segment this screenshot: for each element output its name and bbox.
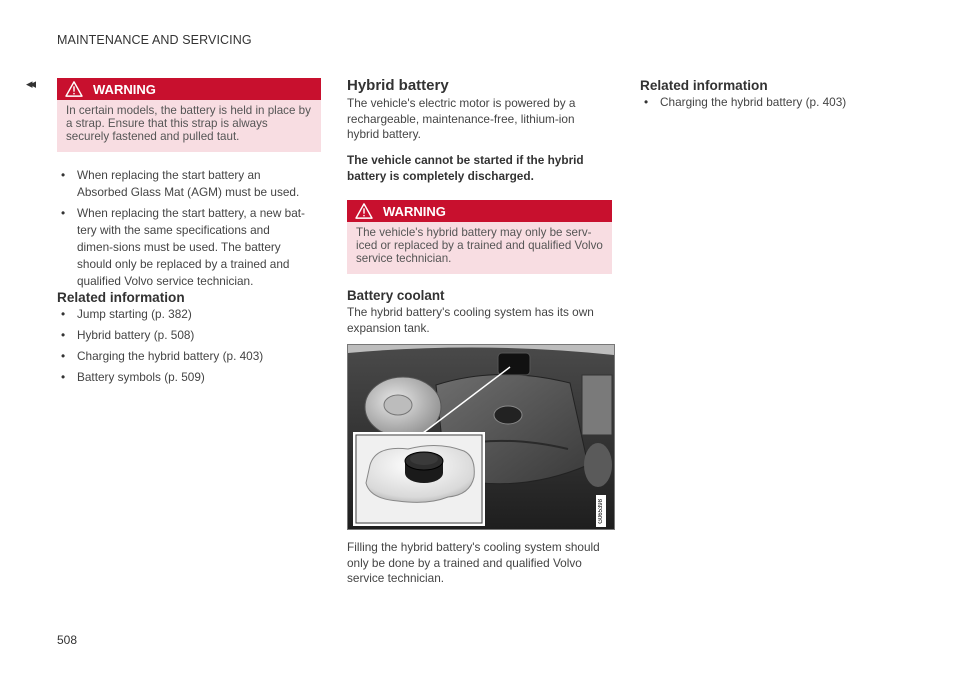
related-links-right xyxy=(640,94,900,115)
back-arrows-icon[interactable]: ◂◂ xyxy=(26,76,34,91)
warning-box-strap xyxy=(57,78,321,152)
bullet-icon: • xyxy=(61,168,66,182)
related-links-left xyxy=(57,306,309,390)
engine-bay-illustration xyxy=(347,344,615,530)
warning-box-hybrid xyxy=(347,200,612,274)
bullet-icon: • xyxy=(61,370,66,384)
intro-paragraph: The vehicle's electric motor is powered by a rechargeable, maintenance-free, lithium-ion hybrid battery. xyxy=(347,96,576,141)
related-info-heading-right: Related information xyxy=(640,78,768,93)
related-link[interactable]: • Hybrid battery (p. 508) xyxy=(61,328,195,342)
warning-label: WARNING xyxy=(93,81,156,97)
warning-header xyxy=(57,78,321,100)
bullet-icon: • xyxy=(61,307,66,321)
related-info-heading-left: Related information xyxy=(57,290,185,305)
warning-triangle-icon xyxy=(355,203,373,219)
related-link[interactable]: • Charging the hybrid battery (p. 403) xyxy=(61,349,264,363)
bullet-icon: • xyxy=(61,328,66,342)
list-item: • When replacing the start battery an Absorbed Glass Mat (AGM) must be used. xyxy=(61,168,300,199)
coolant-heading: Battery coolant xyxy=(347,288,445,303)
warning-header xyxy=(347,200,612,222)
bold-note: The vehicle cannot be started if the hybrid battery is completely discharged. xyxy=(347,153,584,183)
engine-bay-image xyxy=(348,345,614,529)
related-link[interactable]: • Jump starting (p. 382) xyxy=(61,307,192,321)
related-link[interactable]: • Battery symbols (p. 509) xyxy=(61,370,205,384)
page-header: MAINTENANCE AND SERVICING xyxy=(57,33,252,47)
list-item: • When replacing the start battery, a new bat-tery with the same specifications and dimen-sions must be used. The battery should only be replaced by a trained and qualified Volvo service technician. xyxy=(61,206,305,288)
warning-label: WARNING xyxy=(383,203,446,219)
bullet-icon: • xyxy=(61,206,66,220)
bullet-icon: • xyxy=(644,95,649,109)
warning-text: In certain models, the battery is held in place by a strap. Ensure that this strap is always securely fastened and pulled taut. xyxy=(66,104,311,144)
section-title: Hybrid battery xyxy=(347,77,449,94)
related-link[interactable]: • Charging the hybrid battery (p. 403) xyxy=(644,95,847,109)
page-number: 508 xyxy=(57,633,78,647)
bullet-icon: • xyxy=(61,349,66,363)
warning-text: The vehicle's hybrid battery may only be serv-iced or replaced by a trained and qualified Volvo service technician. xyxy=(356,226,603,266)
image-code-label: G065398 xyxy=(596,495,606,527)
battery-replacement-list xyxy=(57,167,309,294)
image-caption: Filling the hybrid battery's cooling system should only be done by a trained and qualified Volvo service technician. xyxy=(347,540,600,585)
coolant-text: The hybrid battery's cooling system has its own expansion tank. xyxy=(347,305,594,335)
warning-triangle-icon xyxy=(65,81,83,97)
